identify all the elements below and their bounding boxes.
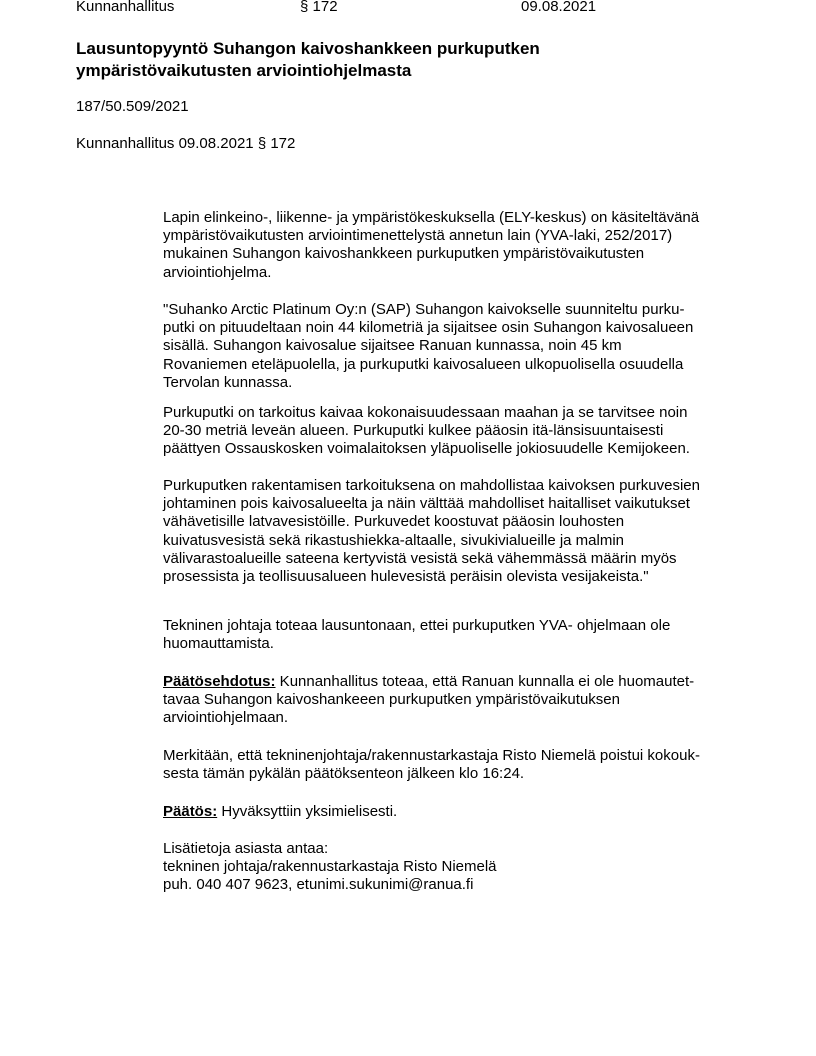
text-line: välivarastoalueille sateena kertyvistä vesistä sekä vähemmässä määrin myös bbox=[163, 549, 677, 567]
text-line: 20-30 metriä leveän alueen. Purkuputki kulkee pääosin itä-länsisuuntaisesti bbox=[163, 422, 664, 440]
paragraph-introduction bbox=[163, 209, 743, 282]
text-line bbox=[163, 803, 743, 821]
text-line: "Suhanko Arctic Platinum Oy:n (SAP) Suhangon kaivokselle suunniteltu purku- bbox=[163, 301, 685, 318]
title-line: ympäristövaikutusten arviointiohjelmasta bbox=[76, 61, 412, 80]
text-line: Purkuputken rakentamisen tarkoituksena on mahdollistaa kaivoksen purkuvesien bbox=[163, 477, 700, 494]
paragraph-quote-project bbox=[163, 301, 743, 392]
text-line: Purkuputki on tarkoitus kaivaa kokonaisuudessaan maahan ja se tarvitsee noin bbox=[163, 404, 688, 421]
paragraph-decision bbox=[163, 803, 743, 821]
paragraph-contact-info bbox=[163, 840, 743, 895]
header-date: 09.08.2021 bbox=[521, 0, 597, 15]
text-line: Rovaniemen eteläpuolella, ja purkuputki kaivosalueen ulkopuolisella osuudella bbox=[163, 355, 684, 373]
text-line: sisällä. Suhangon kaivosalue sijaitsee Ranuan kunnassa, noin 45 km bbox=[163, 337, 622, 355]
paragraph-recusal-note bbox=[163, 747, 743, 783]
meeting-reference: Kunnanhallitus 09.08.2021 § 172 bbox=[76, 135, 296, 152]
header-section-number: § 172 bbox=[300, 0, 338, 15]
header-body-name: Kunnanhallitus bbox=[76, 0, 175, 15]
text-line: arviointiohjelma. bbox=[163, 263, 272, 281]
paragraph-decision-proposal bbox=[163, 673, 743, 728]
text-line: Tervolan kunnassa. bbox=[163, 373, 293, 391]
decision-label: Päätös: bbox=[163, 803, 218, 820]
text-line: puh. 040 407 9623, etunimi.sukunimi@ranua.fi bbox=[163, 876, 474, 894]
paragraph-pipeline-purpose bbox=[163, 477, 743, 586]
text-line: Lapin elinkeino-, liikenne- ja ympäristökeskuksella (ELY-keskus) on käsiteltävänä bbox=[163, 209, 700, 226]
text-line: prosessista ja teollisuusalueen hulevesistä peräisin olevista vesijakeista." bbox=[163, 568, 649, 586]
text-line: putki on pituudeltaan noin 44 kilometriä ja sijaitsee osin Suhangon kaivosalueen bbox=[163, 319, 694, 337]
text-line: johtaminen pois kaivosalueelta ja näin välttää mahdolliset haitalliset vaikutukset bbox=[163, 495, 690, 513]
text-line: vähävetisille latvavesistöille. Purkuvedet koostuvat pääosin louhosten bbox=[163, 513, 625, 531]
document-title bbox=[76, 38, 716, 82]
text-line: huomauttamista. bbox=[163, 635, 274, 653]
decision-proposal-text: Kunnanhallitus toteaa, että Ranuan kunnalla ei ole huomautet- bbox=[275, 673, 695, 690]
text-line: kuivatusvesistä sekä rikastushiekka-altaalle, sivukivialueille ja malmin bbox=[163, 531, 625, 549]
paragraph-technical-director-statement bbox=[163, 617, 743, 653]
text-line bbox=[163, 673, 743, 691]
text-line: mukainen Suhangon kaivoshankkeen purkuputken ympäristövaikutusten bbox=[163, 245, 645, 263]
title-line: Lausuntopyyntö Suhangon kaivoshankkeen purkuputken bbox=[76, 39, 540, 58]
text-line: arviointiohjelmaan. bbox=[163, 709, 289, 727]
text-line: ympäristövaikutusten arviointimenettelystä annetun lain (YVA-laki, 252/2017) bbox=[163, 227, 673, 245]
diary-number: 187/50.509/2021 bbox=[76, 98, 189, 115]
decision-proposal-label: Päätösehdotus: bbox=[163, 673, 276, 690]
paragraph-pipeline-route bbox=[163, 404, 743, 459]
text-line: tavaa Suhangon kaivoshankeeen purkuputken ympäristövaikutuksen bbox=[163, 691, 620, 709]
decision-text: Hyväksyttiin yksimielisesti. bbox=[217, 803, 398, 820]
text-line: Tekninen johtaja toteaa lausuntonaan, ettei purkuputken YVA- ohjelmaan ole bbox=[163, 617, 671, 634]
text-line: Merkitään, että tekninenjohtaja/rakennustarkastaja Risto Niemelä poistui kokouk- bbox=[163, 747, 700, 764]
text-line: tekninen johtaja/rakennustarkastaja Risto Niemelä bbox=[163, 858, 497, 876]
text-line: päättyen Ossauskosken voimalaitoksen yläpuoliselle jokiosuudelle Kemijokeen. bbox=[163, 440, 690, 458]
text-line: Lisätietoja asiasta antaa: bbox=[163, 840, 329, 857]
text-line: sesta tämän pykälän päätöksenteon jälkeen klo 16:24. bbox=[163, 765, 525, 783]
